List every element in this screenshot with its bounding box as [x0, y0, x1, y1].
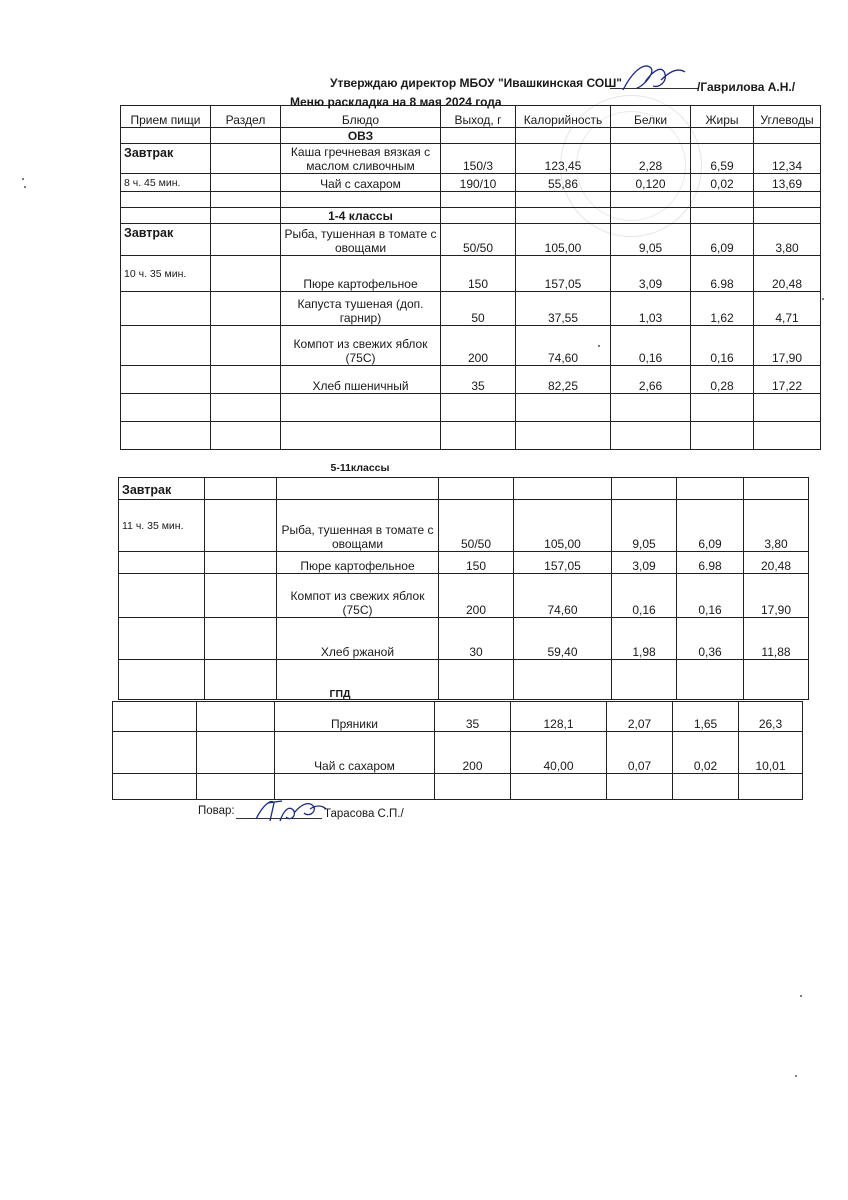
column-header-row [121, 106, 821, 128]
section-1-4: 1-4 классы [281, 208, 441, 224]
col-section: Раздел [211, 106, 281, 128]
table-row: Компот из свежих яблок (75С) 200 74,60 0,16 0,16 17,90 [119, 574, 809, 618]
scan-speck [800, 995, 802, 997]
table-row: Пюре картофельное 150 157,05 3,09 6.98 20,48 [119, 552, 809, 574]
col-meal: Прием пищи [121, 106, 211, 128]
table-row: Завтрак Рыба, тушенная в томате с овощами 50/50 105,00 9,05 6,09 3,80 [121, 224, 821, 256]
section-5-11: 5-11классы [330, 462, 390, 474]
dish-name: Пряники [275, 702, 435, 732]
scan-speck [24, 186, 26, 188]
dish-name: Компот из свежих яблок (75С) [281, 326, 441, 366]
table-row: 8 ч. 45 мин. Чай с сахаром 190/10 55,86 0,120 0,02 13,69 [121, 174, 821, 192]
col-yield: Выход, г [441, 106, 516, 128]
approval-text: Утверждаю директор МБОУ "Ивашкинская СОШ" [330, 76, 622, 90]
scan-speck [598, 345, 600, 347]
dish-name: Пюре картофельное [277, 552, 439, 574]
cook-signature [250, 795, 330, 825]
menu-table-main [120, 105, 821, 450]
meal-time: 10 ч. 35 мин. [121, 256, 211, 292]
section-ovz: ОВЗ [281, 128, 441, 144]
meal-time: 8 ч. 45 мин. [121, 174, 211, 192]
meal-label: Завтрак [119, 478, 205, 500]
col-fat: Жиры [691, 106, 754, 128]
table-row: 11 ч. 35 мин. Рыба, тушенная в томате с овощами 50/50 105,00 9,05 6,09 3,80 [119, 500, 809, 552]
col-kcal: Калорийность [516, 106, 611, 128]
table-row: 10 ч. 35 мин. Пюре картофельное 150 157,05 3,09 6.98 20,48 [121, 256, 821, 292]
table-row: Хлеб ржаной 30 59,40 1,98 0,36 11,88 [119, 618, 809, 660]
menu-table-5-11 [118, 477, 809, 700]
dish-name: Пюре картофельное [281, 256, 441, 292]
col-protein: Белки [611, 106, 691, 128]
scan-speck [795, 1075, 797, 1077]
cook-name: Тарасова С.П./ [324, 808, 404, 820]
dish-name: Чай с сахаром [275, 732, 435, 774]
menu-table-gpd [112, 701, 803, 800]
table-row: Пряники 35 128,1 2,07 1,65 26,3 [113, 702, 803, 732]
section-gpd: ГПД [329, 688, 351, 700]
dish-name: Капуста тушеная (доп. гарнир) [281, 292, 441, 326]
table-row: Чай с сахаром 200 40,00 0,07 0,02 10,01 [113, 732, 803, 774]
scan-speck [822, 298, 824, 300]
table-row: Хлеб пшеничный 35 82,25 2,66 0,28 17,22 [121, 366, 821, 394]
dish-name: Рыба, тушенная в томате с овощами [281, 224, 441, 256]
cook-label: Повар: [198, 805, 235, 817]
dish-name: Хлеб пшеничный [281, 366, 441, 394]
table-row: Капуста тушеная (доп. гарнир) 50 37,55 1,03 1,62 4,71 [121, 292, 821, 326]
scan-speck [22, 178, 24, 180]
dish-name: Хлеб ржаной [277, 618, 439, 660]
meal-label: Завтрак [121, 224, 211, 256]
dish-name: Компот из свежих яблок (75С) [277, 574, 439, 618]
meal-label: Завтрак [121, 144, 211, 174]
menu-title: Меню раскладка на 8 мая 2024 года [290, 95, 502, 109]
meal-time: 11 ч. 35 мин. [119, 500, 205, 552]
dish-name: Чай с сахаром [281, 174, 441, 192]
col-carbs: Углеводы [754, 106, 821, 128]
col-dish: Блюдо [281, 106, 441, 128]
dish-name: Каша гречневая вязкая с маслом сливочным [281, 144, 441, 174]
table-row [119, 478, 809, 500]
director-name: /Гаврилова А.Н./ [697, 80, 796, 94]
dish-name: Рыба, тушенная в томате с овощами [277, 500, 439, 552]
table-row: Завтрак Каша гречневая вязкая с маслом сливочным 150/3 123,45 2,28 6,59 12,34 [121, 144, 821, 174]
director-signature [615, 60, 695, 94]
table-row: Компот из свежих яблок (75С) 200 74,60 0,16 0,16 17,90 [121, 326, 821, 366]
